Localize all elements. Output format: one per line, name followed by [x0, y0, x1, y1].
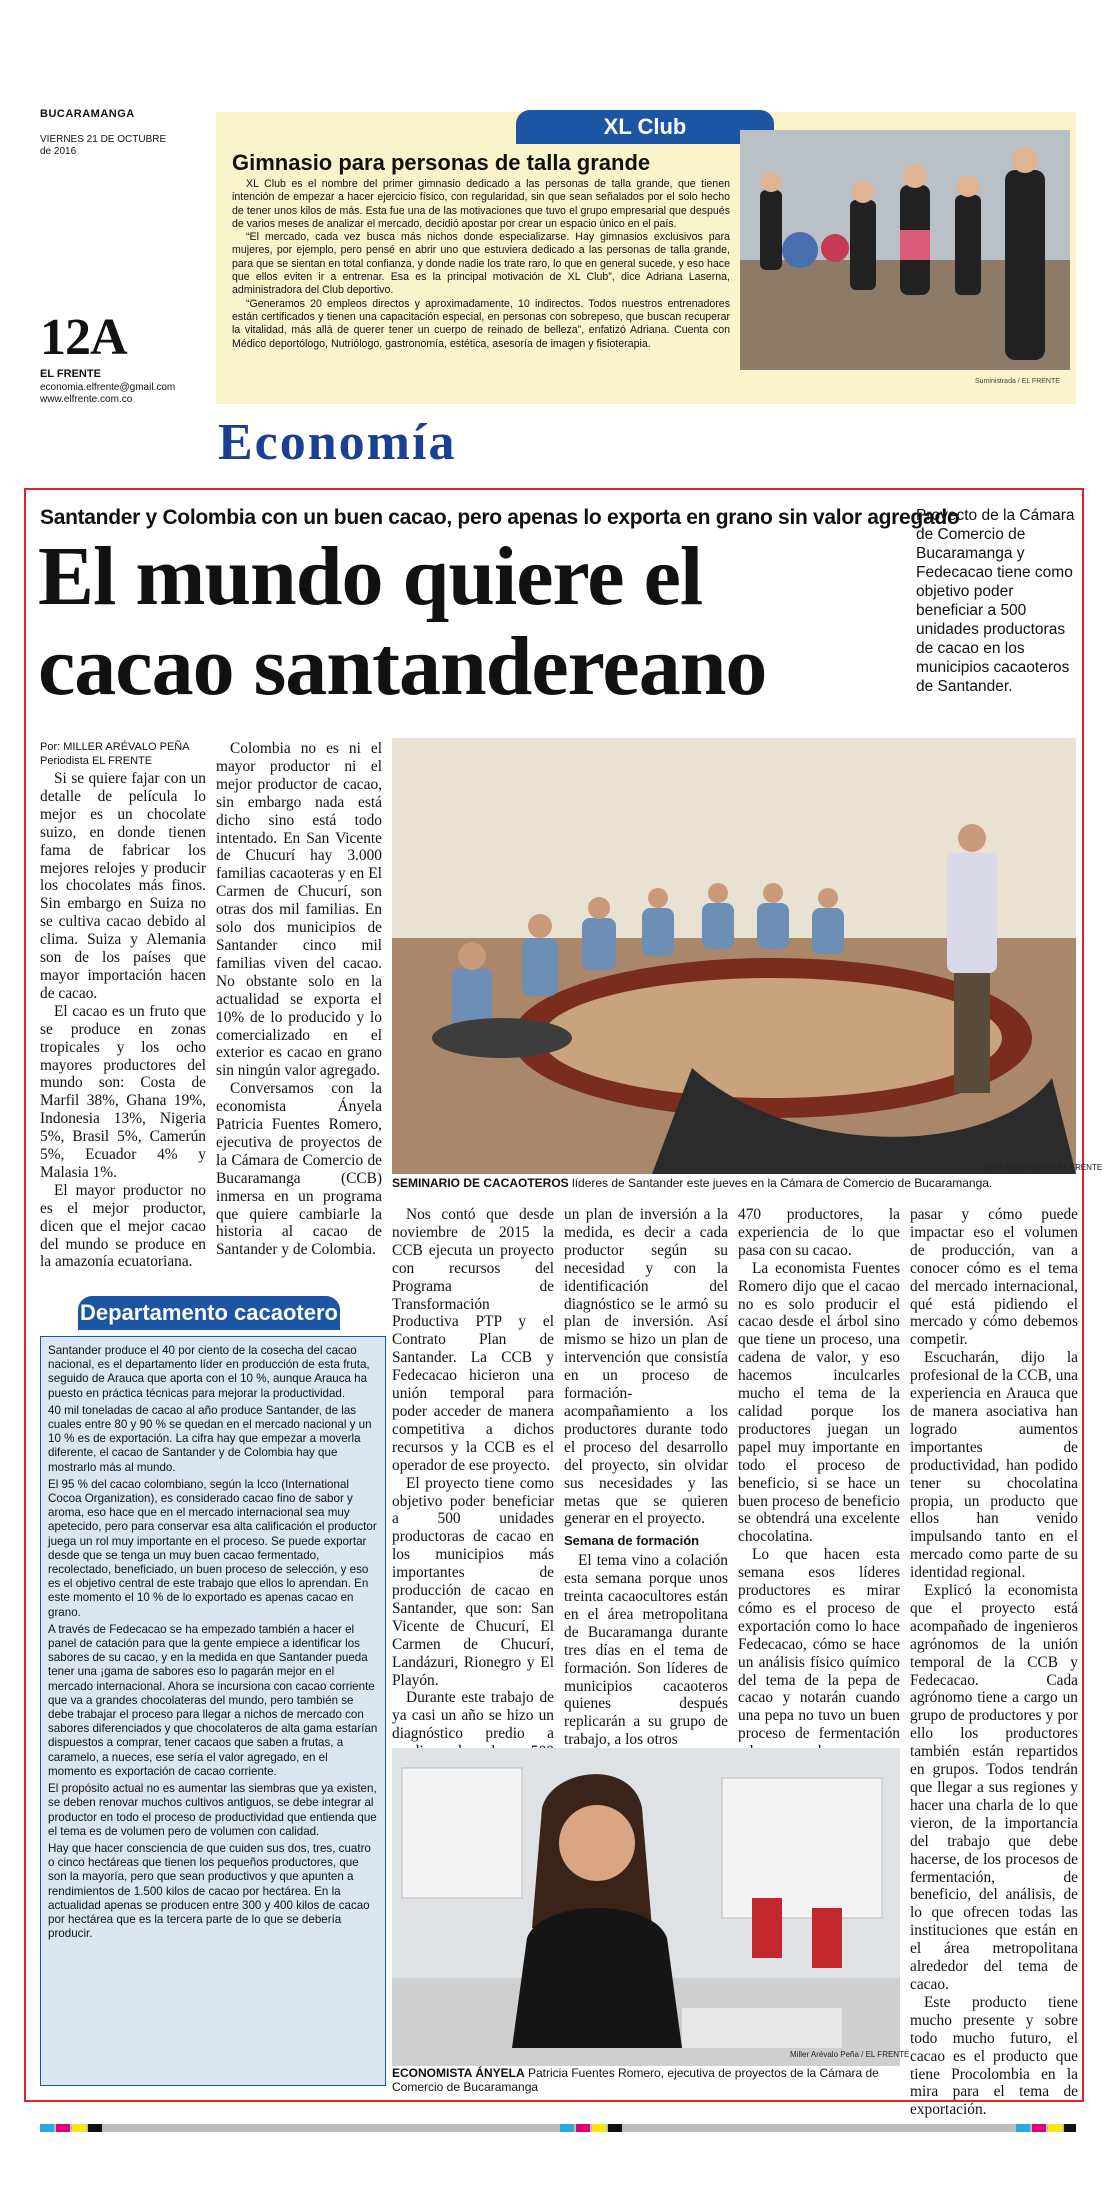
xl-club-title: Gimnasio para personas de talla grande: [232, 150, 651, 175]
article-paragraph: un plan de inversión a la medida, es decir a cada productor según su necesidad y con la identificación del diagnóstico se le armó su plan de inversión. Así mismo se hizo un plan de intervención que consistía en un proceso de formación-acompañamiento a los productores durante todo el proceso del desarrollo del proyecto, sin olvidar sus necesidades y las metas que se quieren generar en el proyecto.: [564, 1206, 728, 1528]
xl-paragraph: “El mercado, cada vez busca más nichos donde especializarse. Hay gimnasios exclusivos para mujeres, por ejemplo, pero pensé en abrir uno que estuviera dedicado a las personas de talla grande, para que se sientan en total confianza, y donde nadie los trate raro, lo que en general sucede, y eso hace que ellos eviten ir a entrenar. Esa es la principal motivación de XL Club”, dice Adriana Laserna, administradora del Club deportivo.: [232, 231, 730, 297]
section-title: Economía: [218, 414, 457, 471]
article-paragraph: La economista Fuentes Romero dijo que el cacao no es solo producir el cacao desde el árbol sino que tiene un proceso, una cadena de valor, y eso hacemos inculcarles mucho el tema de la calidad porque los productores juegan un papel muy importante en todo el proceso de beneficio, si se hace un buen proceso de beneficio se obtendrá una excelente chocolatina.: [738, 1259, 900, 1546]
registration-bar: [40, 2124, 1076, 2132]
sidebox-paragraph: Santander produce el 40 por ciento de la cosecha del cacao nacional, es el departamento líder en producción de esta fruta, seguido de Arauca que aporta con el 10 %, aunque Arauca ha puesto en práctica técnicas para mejorar la productividad.: [48, 1344, 370, 1400]
article-paragraph: Nos contó que desde noviembre de 2015 la CCB ejecuta un proyecto con recursos del Programa de Transformación Productiva PTP y el Contrato Plan de Santander. La CCB y Fedecacao hicieron una unión temporal para poder acceder de manera competitiva a dichos recursos y la CCB es el operador de ese proyecto.: [392, 1206, 554, 1474]
article-column-3: [392, 1206, 554, 1797]
page-number: 12A: [40, 309, 127, 366]
subhead: Semana de formación: [564, 1533, 700, 1549]
article-column-5: [738, 1206, 900, 1761]
sidebox-paragraph: El 95 % del cacao colombiano, según la Icco (International Cocoa Organization), es considerado cacao fino de sabor y aroma, eso hace que en el mercado internacional sea muy apetecido, pero para conservar esa alta calificación el productor juega un rol muy importante en el proceso. Se puede exportar desde que se tenga un muy buen cacao fermentado, recolectado, beneficiado, un buen proceso de selección, y eso es el objetivo central de este trabajo que ellos lo aprendan. En este momento el 10 % de lo exportado es apenas cacao en grano.: [48, 1477, 377, 1619]
article-paragraph: El proyecto tiene como objetivo poder beneficiar a 500 unidades productoras de cacao en los municipios más importantes de producción de cacao en Santander, que son: San Vicente de Chucurí, El Carmen de Chucurí, Landázuri, Rionegro y El Playón.: [392, 1474, 554, 1689]
economist-photo: [392, 1748, 900, 2066]
photo-caption: [392, 2066, 902, 2094]
photo-caption-text: Patricia Fuentes Romero, ejecutiva de proyectos de la Cámara de Comercio de Bucaramanga: [392, 2066, 879, 2094]
website-link[interactable]: www.elfrente.com.co: [40, 394, 133, 405]
article-paragraph: 470 productores, la experiencia de lo que pasa con su cacao.: [738, 1206, 900, 1259]
article-paragraph: Colombia no es ni el mayor productor ni el mejor productor de cacao, sin embargo nada está dicho sino está todo intentado. En San Vicente de Chucurí hay 3.000 familias cacaoteras y en El Carmen de Chucurí, son otras dos mil familias. En solo dos municipios de Santander cinco mil familias viven del cacao. No obstante solo en la actualidad se exporta el 10% de lo producido y lo comercializado en el exterior es cacao en grano sin ningún valor agregado.: [216, 740, 382, 1080]
photo-caption-lead: SEMINARIO DE CACAOTEROS: [392, 1176, 569, 1190]
gym-photo: [740, 130, 1070, 370]
xl-club-body: [232, 178, 730, 351]
contact-email[interactable]: economia.elfrente@gmail.com: [40, 382, 176, 393]
seminar-photo: [392, 738, 1076, 1174]
photo-caption-lead: ECONOMISTA ÁNYELA: [392, 2066, 525, 2080]
article-headline: El mundo quiere el cacao santandereano: [38, 530, 767, 713]
article-paragraph: Si se quiere fajar con un detalle de película lo mejor es un chocolate suizo, en donde tienen fama de fabricar los mejores relojes y producir los chocolates más finos. Sin embargo en Suiza no se cultiva cacao debido al clima. Suiza y Alemania son de los países que mayor importación hacen de cacao.: [40, 770, 206, 1002]
photo-credit: Miller Arévalo Peña / EL FRENTE: [790, 2050, 910, 2059]
xl-paragraph: XL Club es el nombre del primer gimnasio dedicado a las personas de talla grande, que tienen intención de empezar a hacer ejercicio físico, con regularidad, sin que sean señalados por el solo hecho de tener unos kilos de más. Esta fue una de las motivaciones que tuvo el grupo empresarial que después de varios meses de analizar el mercado, decidió apostar por crear un espacio único en el país.: [232, 178, 730, 230]
byline-role: Periodista EL FRENTE: [40, 755, 153, 767]
seminar-photo-illustration: [392, 738, 1076, 1174]
sidebox-body: [48, 1344, 378, 1944]
date-label: VIERNES 21 DE OCTUBRE de 2016: [40, 134, 167, 157]
article-paragraph: El tema vino a colación esta semana porque unos treinta cacaocultores están en el área metropolitana de Bucaramanga durante tres días en el tema de formación. Son líderes de municipios cacaoteros quienes después replicarán a su grupo de trabajo, a los otros: [564, 1552, 728, 1749]
xl-paragraph: “Generamos 20 empleos directos y aproximadamente, 10 indirectos. Todos nuestros entrenadores están certificados y tienen una capacitación especial, en personas con sobrepeso, que buscan recuperar la vitalidad, más allá de querer tener un cuerpo de reinado de belleza”, enfatizó Adriana. Cuenta con Médico deportólogo, Nutriólogo, gastronomía, estética, asesoría de imagen y fisioterapia.: [232, 297, 730, 350]
xl-club-tag: XL Club: [516, 110, 774, 144]
article-paragraph: El mayor productor no es el mejor productor, dicen que el mejor cacao del mundo se produce en la amazonía ecuatoriana.: [40, 1181, 206, 1271]
gym-photo-illustration: [740, 130, 1070, 370]
sidebox-tag: Departamento cacaotero: [78, 1296, 340, 1330]
article-paragraph: pasar y cómo puede impactar eso el volumen de producción, van a conocer cómo es el tema del mercado internacional, qué está pidiendo el mercado y cómo debemos competir.: [910, 1206, 1078, 1349]
sidebox-paragraph: Hay que hacer consciencia de que cuiden sus dos, tres, cuatro o cinco hectáreas que tienen los pequeños productores, que son la mayoría, pero que sean productivos y que apunten a rendimientos de 1.500 kilos de cacao por hectárea. En la actualidad apenas se producen entre 300 y 400 kilos de cacao por hectárea que es la tercera parte de lo que se debería producir.: [48, 1841, 371, 1941]
article-paragraph: Lo que hacen esta semana esos líderes productores es mirar cómo es el proceso de exportación como lo hace Fedecacao, cómo se hace un análisis físico químico del tema de la pepa de cacao y notarán cuando una pepa no tuvo un buen proceso de fermentación: [738, 1546, 900, 1743]
article-column-4: [564, 1206, 728, 1749]
photo-credit: Suministrada / EL FRENTE: [975, 378, 1060, 385]
photo-caption-text: líderes de Santander este jueves en la Cámara de Comercio de Bucaramanga.: [568, 1176, 993, 1190]
sidebox-paragraph: El propósito actual no es aumentar las siembras que ya existen, se deben renovar muchos cultivos antiguos, se debe integrar al productor en todo el proceso de productividad que entienda que el tema es de volumen pero de volumen con calidad.: [48, 1782, 377, 1838]
article-paragraph: Explicó la economista que el proyecto está acompañado de ingenieros agrónomos de la unión temporal de la CCB y Fedecacao. Cada agrónomo tiene a cargo un grupo de productores y por ello los productores también están repartidos en grupos. Todos tendrán que llegar a sus regiones y hacer una charla de lo que vieron, de la importancia del trabajo que debe hacerse, de los procesos de fermentación, de beneficio, del análisis, de lo que ofrecen todas las instituciones que están en el área metropolitana alrededor del tema de cacao.: [910, 1582, 1078, 1993]
article-column-2: [216, 740, 382, 1259]
byline-author: Por: MILLER ARÉVALO PEÑA: [40, 741, 190, 753]
sidebox-paragraph: A través de Fedecacao se ha empezado también a hacer el panel de catación para que la gente empiece a identificar los sabores de su cacao, y en la medida en que Santander pueda tener una ¡gama de sabores eso lo pagarán mejor en el mercado internacional. Ahora se incursiona con cacao corriente que va a grandes chocolateras del mundo, pero también se debe trabajar el proceso para llegar a nichos de mercado con sabores diferenciados y que chocolateros de alta gama estarían dispuestos a comprar, tener cacaos que saben a frutas, a caramelo, a nueces, ese sería el valor agregado, en el momento es exportación de cacao corriente.: [48, 1622, 378, 1778]
city-label: BUCARAMANGA: [40, 108, 135, 120]
photo-caption: [392, 1176, 1076, 1190]
economist-photo-illustration: [392, 1748, 900, 2066]
byline: [40, 740, 190, 768]
article-kicker: Santander y Colombia con un buen cacao, pero apenas lo exporta en grano sin valor agregado: [40, 506, 960, 529]
paper-name: EL FRENTE: [40, 368, 101, 380]
article-paragraph: El cacao es un fruto que se produce en zonas tropicales y los ocho mayores productores del mundo son: Costa de Marfil 38%, Ghana 19%, Indonesia 13%, Nigeria 5%, Brasil 5%, Camerún 5%, Ecuador 4% y Malasia 1%.: [40, 1002, 206, 1181]
article-column-6: [910, 1206, 1078, 2119]
article-paragraph: Escucharán, dijo la profesional de la CCB, una experiencia en Arauca que de manera asociativa han logrado aumentos importantes de productividad, han podido tener su chocolatina propia, un producto que ellos han venido impulsando tanto en el mercado como parte de su identidad regional.: [910, 1349, 1078, 1582]
photo-credit: Jaime Daniel Sierra / EL FRENTE: [982, 1163, 1103, 1172]
article-paragraph: Durante este trabajo de ya casi un año se hizo un diagnóstico predio a: [392, 1689, 554, 1743]
article-column-1: [40, 770, 206, 1271]
sidebox-paragraph: 40 mil toneladas de cacao al año produce Santander, de las cuales entre 80 y 90 % se quedan en el mercado nacional y un 10 % es de exportación. La cifra hay que empezar a moverla diferente, el cacao de Santander y de Colombia hay que mostrarlo más al mundo.: [48, 1403, 372, 1474]
article-paragraph: Este producto tiene mucho presente y sobre todo mucho futuro, el cacao es el producto que tiene Procolombia en la mira para el tema de exportación.: [910, 1993, 1078, 2119]
article-summary: Proyecto de la Cámara de Comercio de Bucaramanga y Fedecacao tiene como objetivo poder beneficiar a 500 unidades productoras de cacao en los municipios cacaoteros de Santander.: [916, 507, 1075, 695]
article-paragraph: Conversamos con la economista Ányela Patricia Fuentes Romero, ejecutiva de proyectos de la Cámara de Comercio de Bucaramanga (CCB) inmersa en un programa que quiere cambiarle la historia al cacao de Santander y de Colombia.: [216, 1080, 382, 1259]
